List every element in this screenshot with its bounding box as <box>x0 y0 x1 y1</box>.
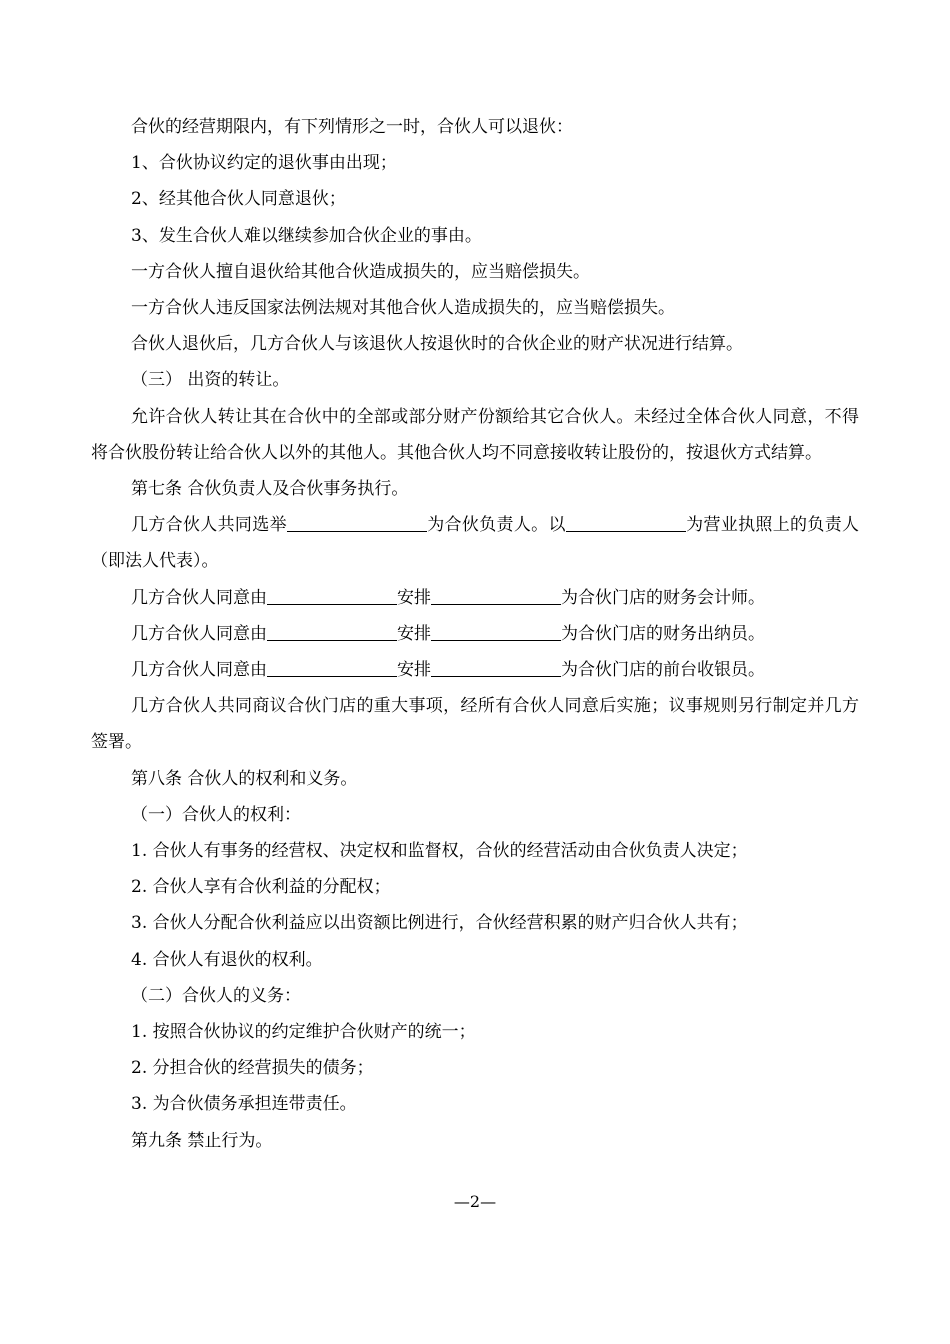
paragraph: 一方合伙人违反国家法例法规对其他合伙人造成损失的，应当赔偿损失。 <box>131 298 675 319</box>
paragraph: 合伙人退伙后，几方合伙人与该退伙人按退伙时的合伙企业的财产状况进行结算。 <box>131 334 743 355</box>
list-item: 2. 合伙人享有合伙利益的分配权； <box>131 877 391 898</box>
clause-text: 安排 <box>397 623 431 644</box>
article-heading: 第七条 合伙负责人及合伙事务执行。 <box>131 479 409 500</box>
list-item: 3. 为合伙债务承担连带责任。 <box>131 1094 357 1115</box>
leader-clause <box>91 507 859 579</box>
clause-text: 几方合伙人同意由 <box>131 623 267 644</box>
page-number: —2— <box>453 1192 497 1211</box>
blank-field <box>267 658 397 677</box>
paragraph: 合伙的经营期限内，有下列情形之一时，合伙人可以退伙： <box>131 117 573 137</box>
clause-text: 为合伙门店的财务会计师。 <box>561 587 765 608</box>
clause-text: 为营业执照上的负责人（即法人代表）。 <box>91 515 860 572</box>
blank-field <box>431 622 561 641</box>
assign-clause <box>91 580 859 616</box>
section-heading: （一）合伙人的权利： <box>131 804 301 825</box>
blank-field <box>431 658 561 677</box>
list-item: 1. 按照合伙协议的约定维护合伙财产的统一； <box>131 1022 476 1043</box>
list-item: 3. 合伙人分配合伙利益应以出资额比例进行，合伙经营积累的财产归合伙人共有； <box>131 913 748 934</box>
clause-text: 几方合伙人同意由 <box>131 587 267 608</box>
section-heading: （三） 出资的转让。 <box>131 370 290 391</box>
clause-text: 安排 <box>397 587 431 608</box>
list-item: 1. 合伙人有事务的经营权、决定权和监督权，合伙的经营活动由合伙负责人决定； <box>131 841 748 862</box>
blank-field <box>431 586 561 605</box>
blank-field <box>287 513 427 532</box>
blank-field <box>267 586 397 605</box>
list-item: 3、发生合伙人难以继续参加合伙企业的事由。 <box>131 225 482 246</box>
clause-text: 为合伙门店的财务出纳员。 <box>561 623 765 644</box>
document-body <box>91 109 859 1159</box>
clause-text: 几方合伙人共同选举 <box>131 515 287 536</box>
list-item: 4. 合伙人有退伙的权利。 <box>131 949 323 970</box>
assign-clause <box>91 652 859 688</box>
blank-field <box>566 513 686 532</box>
list-item: 1、合伙协议约定的退伙事由出现； <box>131 153 397 174</box>
section-heading: （二）合伙人的义务： <box>131 985 301 1006</box>
paragraph: 一方合伙人擅自退伙给其他合伙造成损失的，应当赔偿损失。 <box>131 261 590 282</box>
list-item: 2、经其他合伙人同意退伙； <box>131 189 346 210</box>
article-heading: 第九条 禁止行为。 <box>131 1130 273 1151</box>
clause-text: 为合伙负责人。以 <box>426 515 566 536</box>
paragraph: 允许合伙人转让其在合伙中的全部或部分财产份额给其它合伙人。未经过全体合伙人同意，不得将合伙股份转让给合伙人以外的其他人。其他合伙人均不同意接收转让股份的，按退伙方式结算。 <box>91 406 859 463</box>
clause-text: 为合伙门店的前台收银员。 <box>561 660 765 681</box>
clause-text: 安排 <box>397 660 431 681</box>
assign-clause <box>91 616 859 652</box>
blank-field <box>267 622 397 641</box>
list-item: 2. 分担合伙的经营损失的债务； <box>131 1058 374 1079</box>
clause-text: 几方合伙人同意由 <box>131 660 267 681</box>
paragraph: 几方合伙人共同商议合伙门店的重大事项，经所有合伙人同意后实施；议事规则另行制定并几方签署。 <box>91 696 859 753</box>
article-heading: 第八条 合伙人的权利和义务。 <box>131 768 358 789</box>
